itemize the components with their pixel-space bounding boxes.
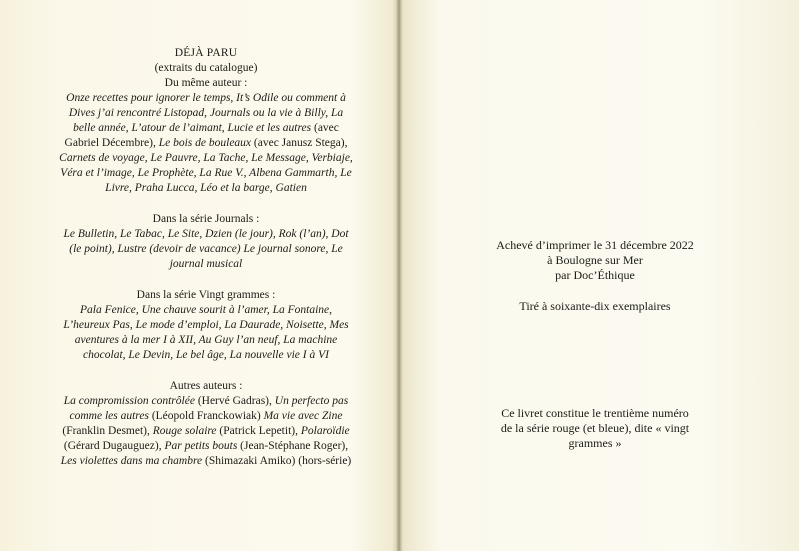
other-credit-1: (Hervé Gadras),: [194, 395, 275, 407]
same-author-titles-2: Le bois de bouleaux: [158, 137, 252, 149]
same-author-titles-1: Onze recettes pour ignorer le temps, It’s Odile ou comment à Dives j’ai rencontré Listopad, Journals ou la vie à Billy, La belle année, L’atour de l’aimant, Lucie et les autres: [66, 92, 346, 134]
catalogue-subtitle: (extraits du catalogue): [154, 62, 258, 74]
same-author-list: [58, 91, 354, 196]
vingt-grammes-list: [58, 303, 354, 363]
book-fold: [396, 0, 402, 551]
other-title-4: Rouge solaire: [152, 425, 217, 437]
other-title-3: Ma vie avec Zine: [263, 410, 343, 422]
print-run: Tiré à soixante-dix exemplaires: [519, 299, 671, 313]
colophon-line-1: Achevé d’imprimer le 31 décembre 2022: [496, 238, 694, 252]
journals-list: [58, 227, 354, 272]
other-title-1: La compromission contrôlée: [63, 395, 195, 407]
series-notice-text: Ce livret constitue le trentième numéro de la série rouge (et bleue), dite « vingt grammes »: [500, 406, 690, 450]
other-title-6: Par petits bouts: [164, 440, 238, 452]
other-credit-5: (Gérard Dugauguez),: [63, 440, 165, 452]
section-gap: [58, 196, 354, 212]
journals-heading: Dans la série Journals :: [152, 213, 260, 225]
catalogue-title: DÉJÀ PARU: [174, 47, 238, 59]
colophon-gap: [430, 283, 760, 299]
series-notice: [430, 406, 760, 451]
other-title-7: Les violettes dans ma chambre: [60, 455, 203, 467]
other-credit-4: (Patrick Lepetit),: [216, 425, 301, 437]
journals-titles: Le Bulletin, Le Tabac, Le Site, Dzien (le jour), Rok (l’an), Dot (le point), Lustre (devoir de vacance) Le journal sonore, Le journal musical: [63, 228, 349, 270]
other-credit-7: (Shimazaki Amiko) (hors-série): [202, 455, 352, 467]
other-title-5: Polaroïdie: [300, 425, 350, 437]
other-credit-3: (Franklin Desmet),: [62, 425, 153, 437]
other-title-2: Un perfecto pas comme les autres: [69, 395, 349, 422]
other-authors-heading: Autres auteurs :: [169, 380, 243, 392]
colophon-line-3: par Doc’Éthique: [555, 268, 635, 282]
section-gap: [58, 272, 354, 288]
same-author-credit-1: (avec Gabriel Décembre),: [64, 122, 339, 149]
same-author-credit-2: (avec Janusz Stega),: [251, 137, 348, 149]
colophon: [430, 238, 760, 314]
other-credit-2: (Léopold Franckowiak): [148, 410, 264, 422]
vingt-grammes-titles: Pala Fenice, Une chauve sourit à l’amer, La Fontaine, L’heureux Pas, Le mode d’emploi, La Daurade, Noisette, Mes aventures à la mer I à XII, Au Guy l’an neuf, La machine chocolat, Le Devin, Le bel âge, La nouvelle vie I à VI: [63, 304, 349, 361]
same-author-heading: Du même auteur :: [164, 77, 248, 89]
colophon-line-2: à Boulogne sur Mer: [547, 253, 643, 267]
same-author-titles-3: Carnets de voyage, Le Pauvre, La Tache, Le Message, Verbiaje, Véra et l’image, Le Prophète, La Rue V., Albena Gammarth, Le Livre, Praha Lucca, Léo et la barge, Gatien: [59, 152, 353, 194]
section-gap: [58, 363, 354, 379]
other-authors-list: [58, 394, 354, 469]
vingt-grammes-heading: Dans la série Vingt grammes :: [136, 289, 276, 301]
left-page: [58, 46, 354, 469]
other-credit-6: (Jean-Stéphane Roger),: [237, 440, 349, 452]
